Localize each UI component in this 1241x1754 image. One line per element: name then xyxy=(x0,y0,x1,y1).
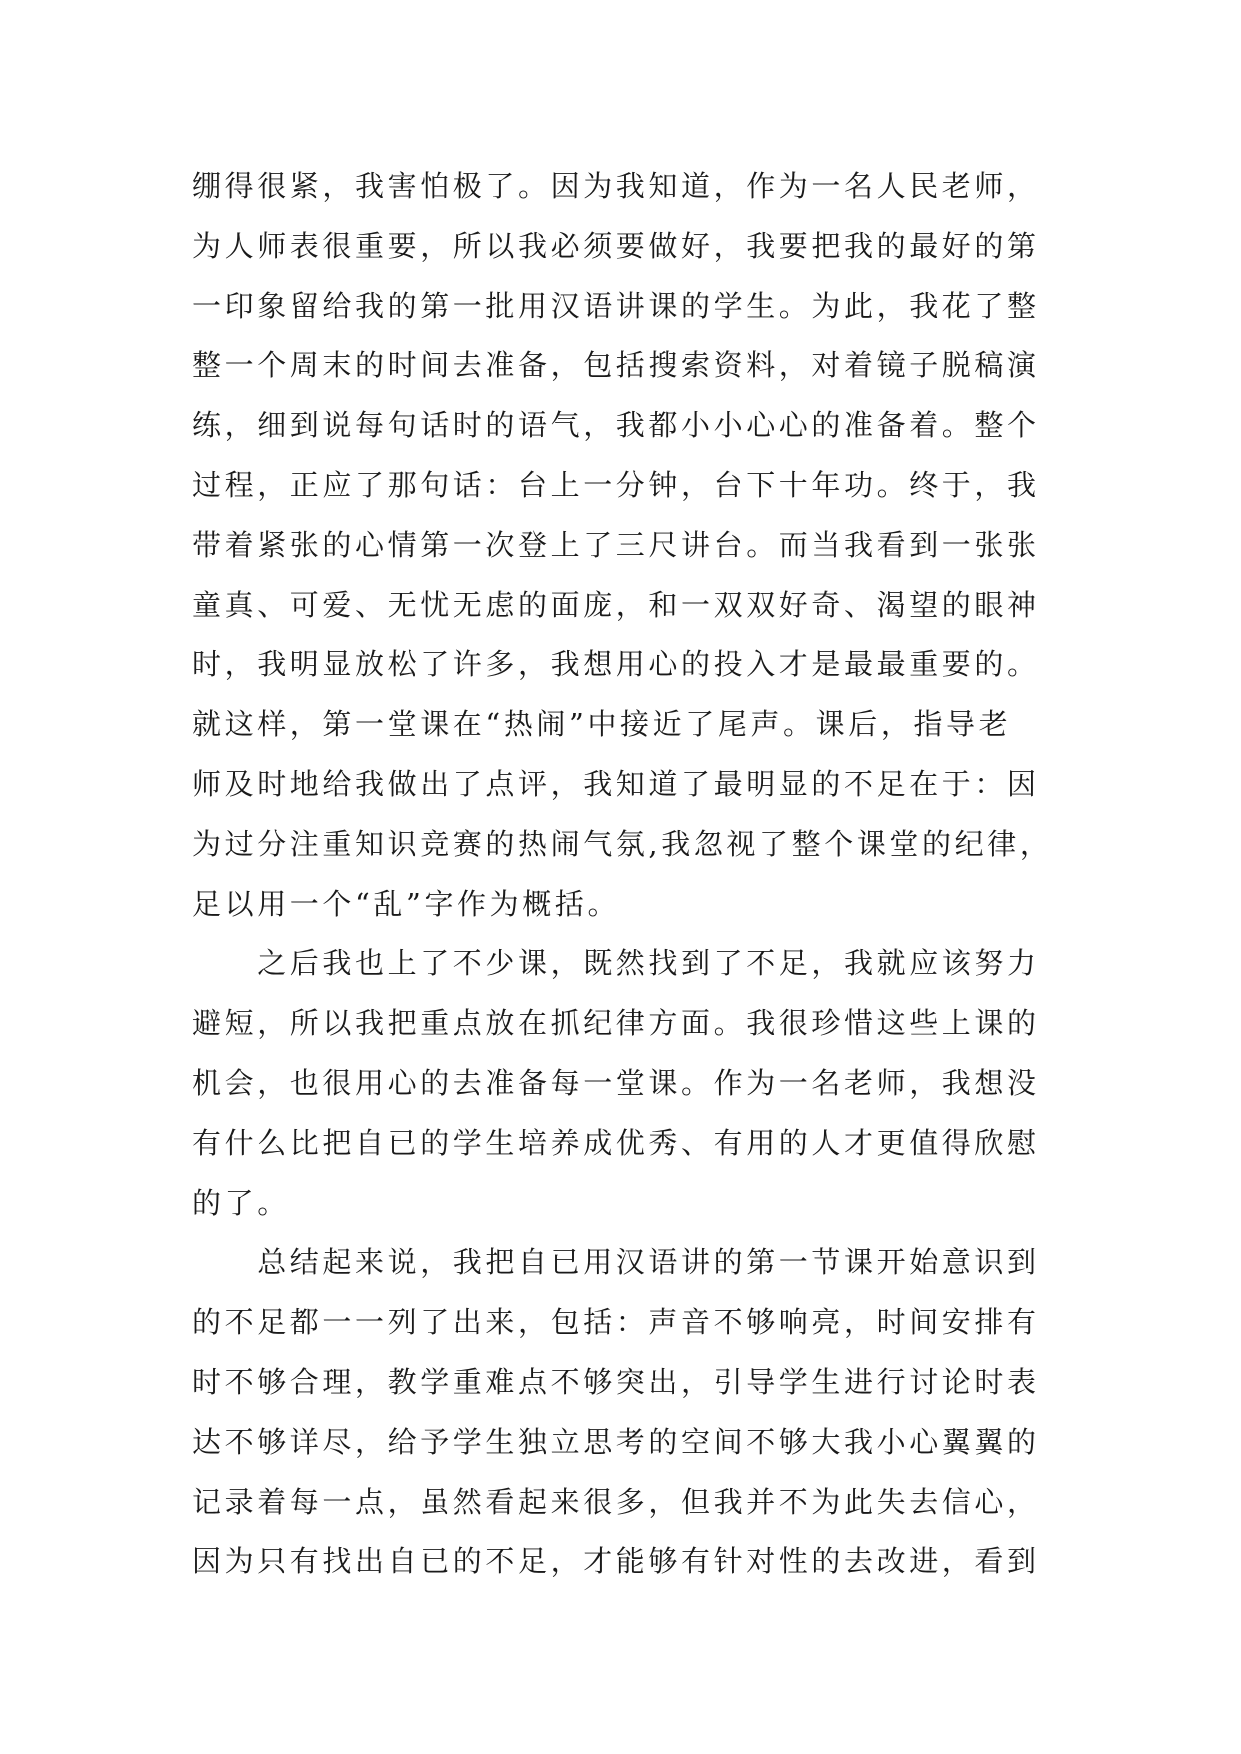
text-line: 时，我明显放松了许多，我想用心的投入才是最最重要的。 xyxy=(192,647,1040,682)
paragraph-start-line: 之后我也上了不少课，既然找到了不足，我就应该努力 xyxy=(192,946,1040,981)
text-line: 师及时地给我做出了点评，我知道了最明显的不足在于：因 xyxy=(192,766,1040,801)
text-line: 童真、可爱、无忧无虑的面庞，和一双双好奇、渴望的眼神 xyxy=(192,587,1040,622)
text-line: 绷得很紧，我害怕极了。因为我知道，作为一名人民老师， xyxy=(192,169,1040,203)
text-line: 为过分注重知识竞赛的热闹气氛,我忽视了整个课堂的纪律， xyxy=(192,826,1053,861)
text-line: 的不足都一一列了出来，包括：声音不够响亮，时间安排有 xyxy=(192,1305,1040,1340)
paragraph-start-line: 总结起来说，我把自已用汉语讲的第一节课开始意识到 xyxy=(192,1245,1040,1280)
body-text xyxy=(192,157,1072,1592)
text-line: 时不够合理，教学重难点不够突出，引导学生进行讨论时表 xyxy=(192,1364,1040,1399)
text-line: 因为只有找出自已的不足，才能够有针对性的去改进，看到 xyxy=(192,1544,1040,1579)
text-line: 过程，正应了那句话：台上一分钟，台下十年功。终于，我 xyxy=(192,467,1040,502)
text-line: 记录着每一点，虽然看起来很多，但我并不为此失去信心， xyxy=(192,1484,1040,1519)
text-line: 为人师表很重要，所以我必须要做好，我要把我的最好的第 xyxy=(192,228,1040,263)
text-line: 足以用一个“乱”字作为概括。 xyxy=(192,886,621,921)
text-line: 就这样，第一堂课在“热闹”中接近了尾声。课后，指导老 xyxy=(192,707,1012,742)
text-line: 一印象留给我的第一批用汉语讲课的学生。为此，我花了整 xyxy=(192,288,1040,323)
text-line: 练，细到说每句话时的语气，我都小小心心的准备着。整个 xyxy=(192,408,1040,443)
text-line: 达不够详尽，给予学生独立思考的空间不够大我小心翼翼的 xyxy=(192,1424,1040,1459)
text-line: 有什么比把自已的学生培养成优秀、有用的人才更值得欣慰 xyxy=(192,1125,1040,1160)
text-line: 整一个周末的时间去准备，包括搜索资料，对着镜子脱稿演 xyxy=(192,348,1040,383)
text-line: 带着紧张的心情第一次登上了三尺讲台。而当我看到一张张 xyxy=(192,527,1040,562)
text-line: 的了。 xyxy=(192,1185,290,1220)
text-line: 机会，也很用心的去准备每一堂课。作为一名老师，我想没 xyxy=(192,1065,1040,1100)
text-line: 避短，所以我把重点放在抓纪律方面。我很珍惜这些上课的 xyxy=(192,1006,1040,1041)
